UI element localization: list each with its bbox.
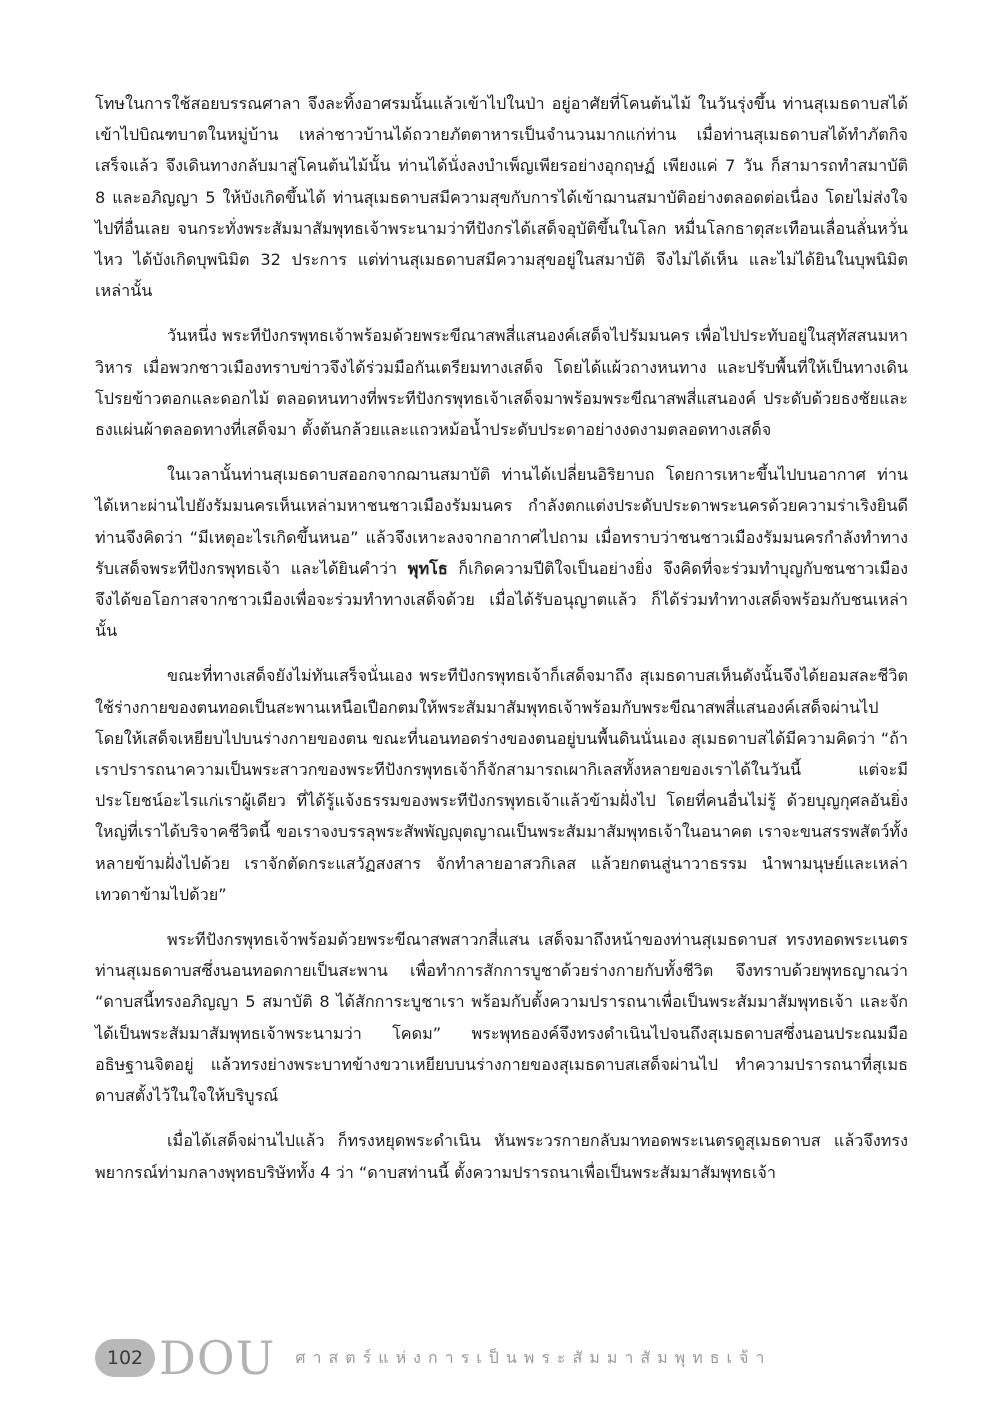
paragraph-4: ขณะที่ทางเสด็จยังไม่ทันเสร็จนั่นเอง พระทีปังกรพุทธเจ้าก็เสด็จมาถึง สุเมธดาบสเห็นดังนั้นจึงได้ยอมสละชีวิต ใช้ร่างกายของตนทอดเป็นสะพานเหนือเปือกตมให้พระสัมมาสัมพุทธเจ้าพร้อมกับพระขีณาสพสี่แสนองค์เสด็จผ่านไป โดยให้เสด็จเหยียบไปบนร่างกายของตน ขณะที่นอนทอดร่างของตนอยู่บนพื้นดินนั่นเอง สุเมธดาบสได้มีความคิดว่า “ถ้าเราปรารถนาความเป็นพระสาวกของพระทีปังกรพุทธเจ้าก็จักสามารถเผากิเลสทั้งหลายของเราได้ในวันนี้ แต่จะมีประโยชน์อะไรแก่เราผู้เดียว ที่ได้รู้แจ้งธรรมของพระทีปังกรพุทธเจ้าแล้วข้ามฝั่งไป โดยที่คนอื่นไม่รู้ ด้วยบุญกุศลอันยิ่งใหญ่ที่เราได้บริจาคชีวิตนี้ ขอเราจงบรรลุพระสัพพัญญุตญาณเป็นพระสัมมาสัมพุทธเจ้าในอนาคต เราจะขนสรรพสัตว์ทั้งหลายข้ามฝั่งไปด้วย เราจักตัดกระแสวัฏสงสาร จักทำลายอาสวกิเลส แล้วยกตนสู่นาวาธรรม นำพามนุษย์และเหล่าเทวดาข้ามไปด้วย” xyxy=(95,666,908,904)
book-title: ศาสตร์แห่งการเป็นพระสัมมาสัมพุทธเจ้า xyxy=(295,1347,772,1367)
paragraph-3-text-after: ก็เกิดความปีติใจเป็นอย่างยิ่ง จึงคิดที่จะร่วมทำบุญกับชนชาวเมือง จึงได้ขอโอกาสจากชาวเมืองเพื่อจะร่วมทำทางเสด็จด้วย เมื่อได้รับอนุญาตแล้ว ก็ได้ร่วมทำทางเสด็จพร้อมกับชนเหล่านั้น xyxy=(95,558,908,641)
paragraph-2: วันหนึ่ง พระทีปังกรพุทธเจ้าพร้อมด้วยพระขีณาสพสี่แสนองค์เสด็จไปรัมมนคร เพื่อไปประทับอยู่ในสุทัสสนมหาวิหาร เมื่อพวกชาวเมืองทราบข่าวจึงได้ร่วมมือกันเตรียมทางเสด็จ โดยได้แผ้วถางหนทาง และปรับพื้นที่ให้เป็นทางเดิน โปรยข้าวตอกและดอกไม้ ตลอดหนทางที่พระทีปังกรพุทธเจ้าเสด็จมาพร้อมพระขีณาสพสี่แสนองค์ ประดับด้วยธงชัยและธงแผ่นผ้าตลอดทางที่เสด็จมา ตั้งต้นกล้วยและแถวหม้อน้ำประดับประดาอย่างงดงามตลอดทางเสด็จ xyxy=(95,326,908,440)
dou-logo: DOU xyxy=(159,1331,276,1385)
paragraph-3 xyxy=(95,459,908,646)
page-body xyxy=(95,88,908,1202)
paragraph-3-emphasis: พุทโธ xyxy=(407,558,448,578)
paragraph-6: เมื่อได้เสด็จผ่านไปแล้ว ก็ทรงหยุดพระดำเนิน หันพระวรกายกลับมาทอดพระเนตรดูสุเมธดาบส แล้วจึงทรงพยากรณ์ท่ามกลางพุทธบริษัททั้ง 4 ว่า “ดาบสท่านนี้ ตั้งความปรารถนาเพื่อเป็นพระสัมมาสัมพุทธเจ้า xyxy=(95,1131,908,1182)
paragraph-1: โทษในการใช้สอยบรรณศาลา จึงละทิ้งอาศรมนั้นแล้วเข้าไปในป่า อยู่อาศัยที่โคนต้นไม้ ในวันรุ่งขึ้น ท่านสุเมธดาบสได้เข้าไปบิณฑบาตในหมู่บ้าน เหล่าชาวบ้านได้ถวายภัตตาหารเป็นจำนวนมากแก่ท่าน เมื่อท่านสุเมธดาบสได้ทำภัตกิจเสร็จแล้ว จึงเดินทางกลับมาสู่โคนต้นไม้นั้น ท่านได้นั่งลงบำเพ็ญเพียรอย่างอุกฤษฏ์ เพียงแค่ 7 วัน ก็สามารถทำสมาบัติ 8 และอภิญญา 5 ให้บังเกิดขึ้นได้ ท่านสุเมธดาบสมีความสุขกับการได้เข้าฌานสมาบัติอย่างตลอดต่อเนื่อง โดยไม่ส่งใจไปที่อื่นเลย จนกระทั่งพระสัมมาสัมพุทธเจ้าพระนามว่าทีปังกรได้เสด็จอุบัติขึ้นในโลก หมื่นโลกธาตุสะเทือนเลื่อนลั่นหวั่นไหว ได้บังเกิดบุพนิมิต 32 ประการ แต่ท่านสุเมธดาบสมีความสุขอยู่ในสมาบัติ จึงไม่ได้เห็น และไม่ได้ยินในบุพนิมิตเหล่านั้น xyxy=(95,94,908,301)
paragraph-5: พระทีปังกรพุทธเจ้าพร้อมด้วยพระขีณาสพสาวกสี่แสน เสด็จมาถึงหน้าของท่านสุเมธดาบส ทรงทอดพระเนตรท่านสุเมธดาบสซึ่งนอนทอดกายเป็นสะพาน เพื่อทำการสักการบูชาด้วยร่างกายกับทั้งชีวิต จึงทราบด้วยพุทธญาณว่า “ดาบสนี้ทรงอภิญญา 5 สมาบัติ 8 ได้สักการะบูชาเรา พร้อมกับตั้งความปรารถนาเพื่อเป็นพระสัมมาสัมพุทธเจ้า และจักได้เป็นพระสัมมาสัมพุทธเจ้าพระนามว่า โคดม” พระพุทธองค์จึงทรงดำเนินไปจนถึงสุเมธดาบสซึ่งนอนประณมมืออธิษฐานจิตอยู่ แล้วทรงย่างพระบาทข้างขวาเหยียบบนร่างกายของสุเมธดาบสเสด็จผ่านไป ทำความปรารถนาที่สุเมธดาบสตั้งไว้ในใจให้บริบูรณ์ xyxy=(95,930,908,1106)
page-number-badge xyxy=(95,1339,155,1377)
paragraph-3-text-before: ในเวลานั้นท่านสุเมธดาบสออกจากฌานสมาบัติ ท่านได้เปลี่ยนอิริยาบถ โดยการเหาะขึ้นไปบนอากาศ ท่านได้เหาะผ่านไปยังรัมมนครเห็นเหล่ามหาชนชาวเมืองรัมมนคร กำลังตกแต่งประดับประดาพระนครด้วยความร่าเริงยินดี ท่านจึงคิดว่า “มีเหตุอะไรเกิดขึ้นหนอ” แล้วจึงเหาะลงจากอากาศไปถาม เมื่อทราบว่าชนชาวเมืองรัมมนครกำลังทำทางรับเสด็จพระทีปังกรพุทธเจ้า และได้ยินคำว่า xyxy=(95,465,908,578)
page-number: 102 xyxy=(106,1347,144,1369)
page-footer xyxy=(95,1332,771,1384)
